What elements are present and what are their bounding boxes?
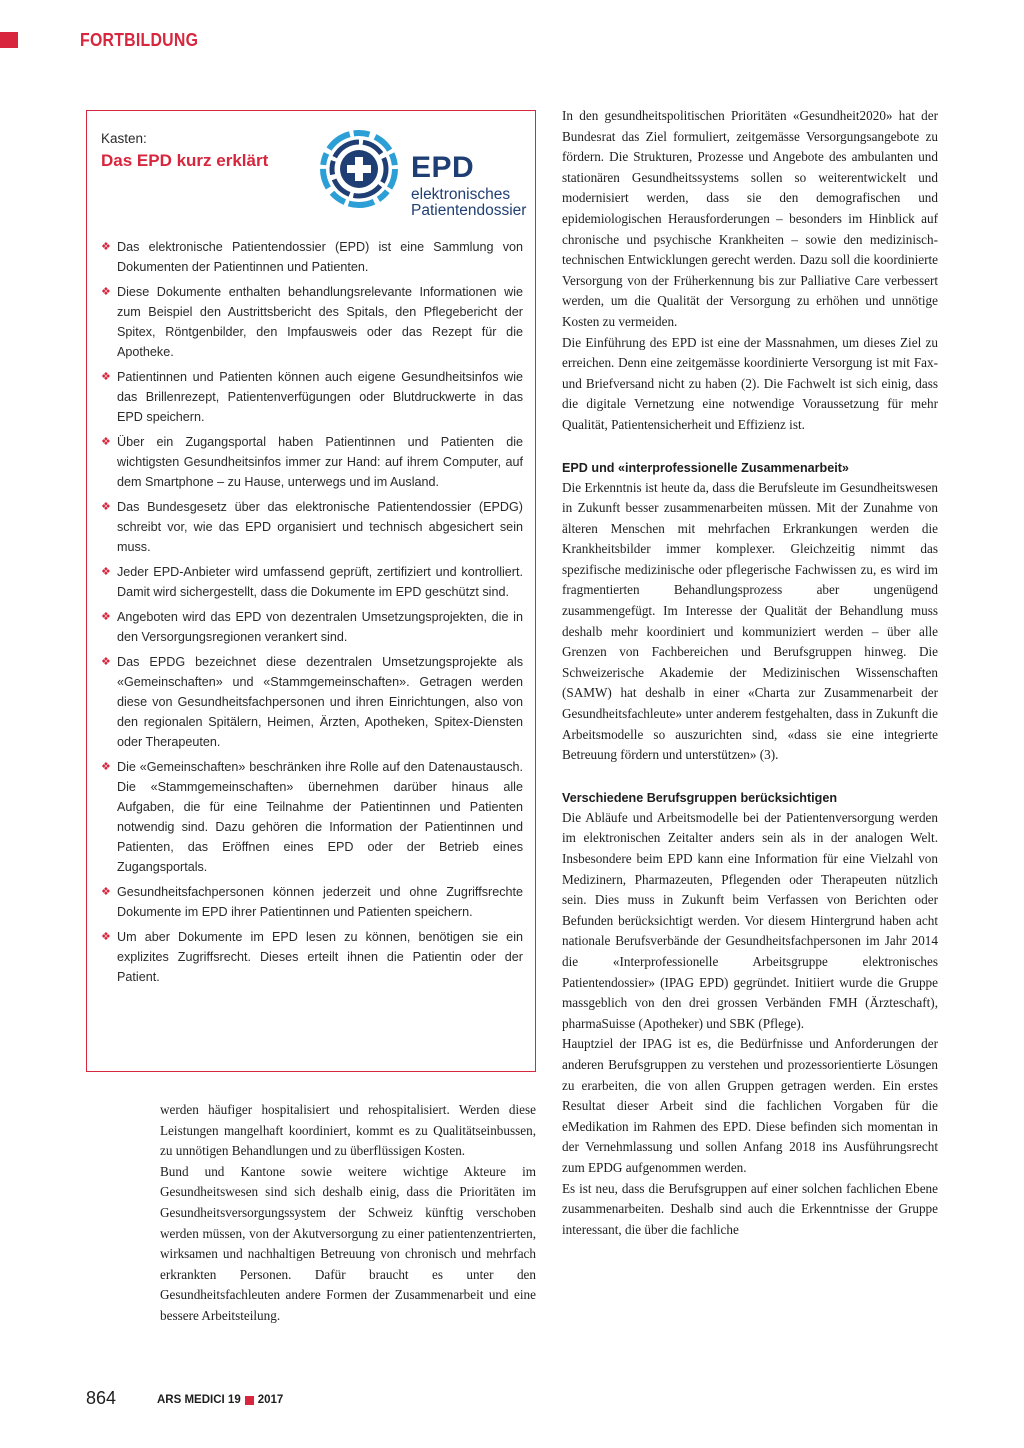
page-number: 864 [86,1388,117,1408]
diamond-bullet-icon: ❖ [101,931,111,943]
subheading: EPD und «interprofessionelle Zusammenarbeit» [562,460,849,475]
subheading: Verschiedene Berufsgruppen berücksichtigen [562,790,838,805]
diamond-bullet-icon: ❖ [101,371,111,383]
diamond-bullet-icon: ❖ [101,241,111,253]
list-item: ❖ Gesundheitsfachpersonen können jederzeit und ohne Zugriffsrechte Dokumente im EPD ihrer Patientinnen und Patienten speichern. [101,882,523,922]
diamond-bullet-icon: ❖ [101,501,111,513]
epd-cross-logo-icon [319,129,399,209]
diamond-bullet-icon: ❖ [101,611,111,623]
list-item: ❖ Das Bundesgesetz über das elektronische Patientendossier (EPDG) schreibt vor, wie das EPD organisiert und technisch abgesichert sein muss. [101,497,523,557]
list-item: ❖ Die «Gemeinschaften» beschränken ihre Rolle auf den Datenaustausch. Die «Stammgemeinschaften» übernehmen darüber hinaus alle Aufgaben, die für eine Teilnahme der Patientinnen und Patienten notwendig sind. Dazu gehören die Information der Patientinnen und Patienten, das Eröffnen eines EPD oder der Betrieb eines Zugangsportals. [101,757,523,877]
footer-separator [245,1396,254,1405]
box-kicker: Kasten: [101,131,147,146]
list-item: ❖ Patientinnen und Patienten können auch eigene Gesundheitsinfos wie das Brillenrezept, Patientenverfügungen oder Blutdruckwerte in das EPD speichern. [101,367,523,427]
list-item: ❖ Das elektronische Patientendossier (EPD) ist eine Sammlung von Dokumenten der Patientinnen und Patienten. [101,237,523,277]
diamond-bullet-icon: ❖ [101,761,111,773]
section-marker [0,32,18,48]
list-item: ❖ Angeboten wird das EPD von dezentralen Umsetzungsprojekten, die in den Versorgungsregionen verankert sind. [101,607,523,647]
section-label: FORTBILDUNG [80,30,199,50]
paragraph: Die Einführung des EPD ist eine der Massnahmen, um dieses Ziel zu erreichen. Denn eine zeitgemässe koordinierte Versorgung ist mit Fax- und Briefversand nicht zu haben (2). Die Fachwelt ist sich einig, dass die digitale Vernetzung eine notwendige Voraussetzung für mehr Qualität, Patientensicherheit und Effizienz ist. [562,334,938,432]
paragraph: Hauptziel der IPAG ist es, die Bedürfnisse und Anforderungen der anderen Berufsgruppen zu verstehen und prozessorientierte Lösungen zu erarbeiten, die von allen Gruppen getragen werden. Ein erstes Resultat dieser Arbeit sind die fachlichen Vorgaben für die eMedikation im Rahmen des EPD. Diese befinden sich momentan in der Vernehmlassung und sollen Anfang 2018 ins Ausführungsrecht zum EPDG aufgenommen werden. [562,1036,938,1175]
list-item: ❖ Das EPDG bezeichnet diese dezentralen Umsetzungsprojekte als «Gemeinschaften» und «Stammgemeinschaften». Getragen werden diese von Gesundheitsfachpersonen und ihren Einrichtungen, also von den regionalen Spitälern, Heimen, Ärzten, Apotheken, Spitex-Diensten oder Therapeuten. [101,652,523,752]
paragraph: Die Abläufe und Arbeitsmodelle bei der Patientenversorgung werden im elektronischen Zeitalter anders sein als in der analogen Welt. Insbesondere beim EPD kann eine Information für eine Vielzahl von Medizinern, Pharmazeuten, Pflegenden oder Therapeuten nützlich sein. Dies muss in Zukunft beim Verfassen von Berichten oder Befunden berücksichtigt werden. Vor diesem Hintergrund haben acht nationale Berufsverbände der Gesundheitsfachpersonen im Jahr 2014 die «Interprofessionelle Arbeitsgruppe elektronisches Patientendossier» (IPAG EPD) gegründet. Initiiert wurde die Gruppe massgeblich von den drei grossen Verbänden FMH (Ärzteschaft), pharmaSuisse (Apotheker) und SBK (Pflege). [562,809,938,1031]
paragraph: Bund und Kantone sowie weitere wichtige Akteure im Gesundheitswesen sind sich deshalb einig, dass die Prioritäten im Gesundheitsversorgungssystem der Schweiz künftig verschoben werden müssen, von der Akutversorgung zu einer patientenzentrierten, wirksamen und nachhaltigen Betreuung von chronisch und mehrfach erkrankten Personen. Dafür braucht es unter den Gesundheitsfachleuten andere Formen der Zusammenarbeit und eine bessere Arbeitsteilung. [160,1163,536,1323]
journal-year: 2017 [257,1394,284,1406]
list-item: ❖ Jeder EPD-Anbieter wird umfassend geprüft, zertifiziert und kontrolliert. Damit wird sichergestellt, dass die Dokumente im EPD geschützt sind. [101,562,523,602]
diamond-bullet-icon: ❖ [101,656,111,668]
diamond-bullet-icon: ❖ [101,436,111,448]
logo-abbr: EPD [411,151,475,184]
diamond-bullet-icon: ❖ [101,286,111,298]
paragraph: In den gesundheitspolitischen Prioritäten «Gesundheit2020» hat der Bundesrat das Ziel formuliert, zeitgemässe Versorgungsangebote zu fördern. Die Strukturen, Prozesse und Angebote des ambulanten und stationären Gesundheitssystems sollen so weiterentwickelt und modernisiert werden, dass sie den demografischen und epidemiologischen Herausforderungen – besonders im Hinblick auf chronische und psychische Krankheiten – sowie den medizinisch-technischen Entwicklungen gerecht werden. Dazu soll die koordinierte Versorgung von der Früherkennung bis zur Palliative Care verbessert werden, um die Qualität der Versorgung zu erhöhen und unnötige Kosten zu vermeiden. [562,108,938,329]
box-list [101,237,523,992]
list-item: ❖ Um aber Dokumente im EPD lesen zu können, benötigen sie ein explizites Zugriffsrecht. Dieses erteilt ihnen die Patientin oder der Patient. [101,927,523,987]
logo-name-line1: elektronisches [411,186,511,203]
diamond-bullet-icon: ❖ [101,566,111,578]
box-title: Das EPD kurz erklärt [101,151,269,170]
info-box [86,110,536,1072]
logo-name [411,187,526,219]
right-column-text [562,106,938,1240]
journal-footer [157,1394,283,1406]
list-item: ❖ Über ein Zugangsportal haben Patientinnen und Patienten die wichtigsten Gesundheitsinfos immer zur Hand: auf ihrem Computer, auf dem Smartphone – zu Hause, unterwegs und im Ausland. [101,432,523,492]
left-column-text [160,1100,536,1327]
logo-name-line2: Patientendossier [411,202,527,219]
paragraph: werden häufiger hospitalisiert und rehospitalisiert. Werden diese Leistungen mangelhaft koordiniert, kommt es zu Qualitätseinbussen, zu unnötigen Behandlungen und zu überflüssigen Kosten. [160,1102,536,1159]
journal-name: ARS MEDICI 19 [157,1394,241,1406]
list-item: ❖ Diese Dokumente enthalten behandlungsrelevante Informationen wie zum Beispiel den Austrittsbericht des Spitals, den Pflegebericht der Spitex, Röntgenbilder, den Impfausweis oder das Rezept für die Apotheke. [101,282,523,362]
paragraph: Es ist neu, dass die Berufsgruppen auf einer solchen fachlichen Ebene zusammenarbeiten. Deshalb sind auch die Erkenntnisse der Gruppe interessant, die über die fachliche [562,1180,938,1237]
paragraph: Die Erkenntnis ist heute da, dass die Berufsleute im Gesundheitswesen in Zukunft besser zusammenarbeiten müssen. Mit der Zunahme von älteren Menschen mit mehrfachen Erkrankungen werden die Krankheitsbilder immer komplexer. Gleichzeitig nimmt das spezifische medizinische oder pflegerische Fachwissen zu, es wird im fragmentierten Behandlungsprozess aber ungenügend zusammengefügt. Im Interesse der Qualität der Behandlung muss deshalb mehr koordiniert und kommuniziert werden – über alle Grenzen von Fachbereichen und Berufsgruppen hinweg. Die Schweizerische Akademie der Medizinischen Wissenschaften (SAMW) hat deshalb in einer «Charta zur Zusammenarbeit der Gesundheitsfachleute» unter anderem festgehalten, dass in Zukunft die Arbeitsmodelle so auszurichten sind, «dass sie eine integrierte Betreuung fördern und unterstützen» (3). [562,479,938,763]
diamond-bullet-icon: ❖ [101,886,111,898]
